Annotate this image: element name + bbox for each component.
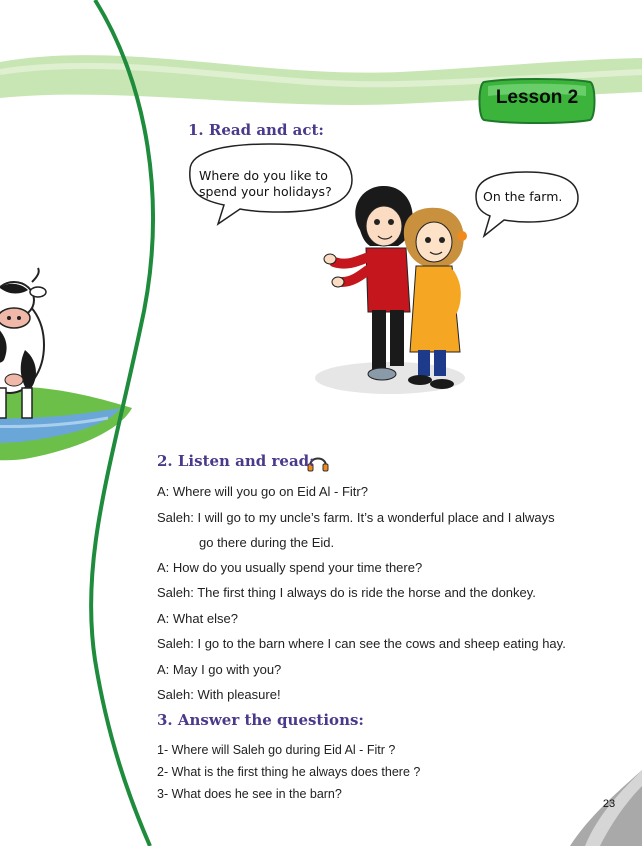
section1-heading: 1. Read and act: <box>188 121 324 139</box>
question-item: 3- What does he see in the barn? <box>157 787 342 801</box>
speech-bubble-right-text: On the farm. <box>483 189 563 204</box>
children-illustration <box>315 186 467 394</box>
cow-illustration <box>0 268 132 460</box>
dialogue-line: Saleh: I will go to my uncle’s farm. It’s a wonderful place and I always <box>157 510 555 525</box>
lesson-badge <box>478 78 596 124</box>
dialogue-line: go there during the Eid. <box>199 535 335 550</box>
dialogue-line: A: May I go with you? <box>157 662 282 677</box>
section2-heading: 2. Listen and read: <box>157 452 315 470</box>
speech-bubble-left-line1: Where do you like to <box>199 168 328 183</box>
dialogue-line: A: How do you usually spend your time there? <box>157 560 423 575</box>
speech-bubble-left-line2: spend your holidays? <box>199 184 332 199</box>
question-item: 2- What is the first thing he always does there ? <box>157 765 421 779</box>
lesson-badge-label: Lesson 2 <box>495 87 579 108</box>
dialogue-line: A: Where will you go on Eid Al - Fitr? <box>157 484 368 499</box>
dialogue-line: Saleh: With pleasure! <box>157 687 281 702</box>
dialogue-line: Saleh: The first thing I always do is ride the horse and the donkey. <box>157 585 536 600</box>
page-number: 23 <box>602 798 616 810</box>
section3-heading: 3. Answer the questions: <box>157 711 364 729</box>
dialogue-line: Saleh: I go to the barn where I can see the cows and sheep eating hay. <box>157 636 566 651</box>
question-item: 1- Where will Saleh go during Eid Al - Fitr ? <box>157 743 396 757</box>
speech-bubble-left-text <box>199 168 332 200</box>
dialogue-line: A: What else? <box>157 611 238 626</box>
